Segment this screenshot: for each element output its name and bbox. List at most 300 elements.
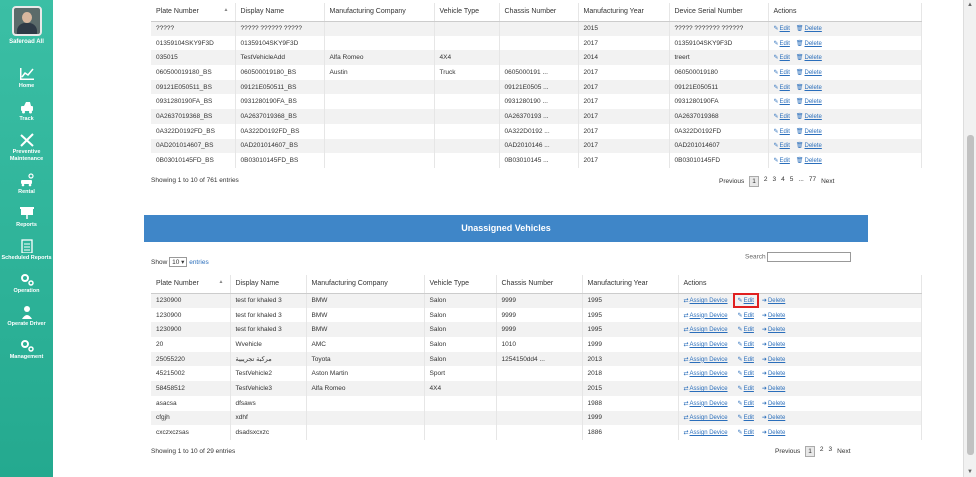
actions-cell	[768, 109, 922, 124]
table-cell: 1995	[582, 308, 678, 323]
delete-label: Delete	[767, 415, 786, 422]
unassigned-vehicles-table	[151, 275, 922, 440]
sidebar-item-preventive-maintenance[interactable]	[0, 133, 53, 163]
edit-icon: ✎	[773, 158, 779, 165]
assign-device-link[interactable]	[684, 371, 728, 377]
delete-link[interactable]	[762, 386, 785, 392]
table-row	[151, 425, 922, 440]
delete-label: Delete	[804, 143, 822, 150]
link-icon: ⇄	[683, 298, 689, 305]
edit-icon: ✎	[773, 128, 779, 135]
delete-link[interactable]	[796, 99, 822, 105]
table-cell	[496, 411, 582, 426]
table-cell	[324, 80, 434, 95]
page-length-value: 10	[172, 259, 180, 266]
table-cell: 2017	[578, 65, 669, 80]
edit-icon: ✎	[737, 312, 743, 319]
table-info: Showing 1 to 10 of 29 entries	[151, 448, 236, 455]
edit-icon: ✎	[737, 385, 743, 392]
table-cell: 01359104SKY9F3D	[151, 36, 235, 51]
table-cell: 060500019180_BS	[151, 65, 235, 80]
table-cell: Salon	[424, 337, 496, 352]
scroll-up-icon[interactable]: ▲	[967, 2, 973, 8]
table-cell: 1230900	[151, 293, 230, 308]
edit-link[interactable]	[736, 384, 756, 393]
sidebar-item-home[interactable]	[0, 67, 53, 90]
sidebar-item-management[interactable]	[0, 338, 53, 361]
edit-label: Edit	[743, 430, 754, 437]
table-cell: BMW	[306, 293, 424, 308]
pager-page[interactable]: 3	[772, 176, 777, 183]
edit-link[interactable]	[736, 311, 756, 320]
table-cell: TestVehicleAdd	[235, 50, 324, 65]
delete-link[interactable]	[796, 143, 822, 149]
delete-link[interactable]	[762, 401, 785, 407]
pager-page[interactable]: 3	[828, 446, 833, 453]
edit-label: Edit	[779, 40, 790, 47]
table-cell	[434, 94, 499, 109]
edit-label: Edit	[743, 298, 754, 305]
sort-asc-icon: ▲	[218, 279, 224, 285]
pager-page[interactable]: 5	[789, 176, 794, 183]
table-cell: 0A322D0192FD_BS	[235, 124, 324, 139]
col-chassis-number[interactable]: Chassis Number	[496, 275, 582, 293]
entries-label: entries	[189, 259, 209, 266]
table-row	[151, 366, 922, 381]
table-cell: 0B03010145FD_BS	[151, 153, 235, 168]
table-cell	[496, 381, 582, 396]
delete-link[interactable]	[796, 114, 822, 120]
table-row	[151, 352, 922, 367]
table-cell: 0B03010145FD	[669, 153, 768, 168]
table-cell: 9999	[496, 308, 582, 323]
table-cell: Salon	[424, 322, 496, 337]
edit-icon: ✎	[737, 415, 743, 422]
edit-icon: ✎	[773, 26, 779, 33]
edit-link[interactable]	[774, 26, 790, 32]
edit-icon: ✎	[773, 40, 779, 47]
pager-previous[interactable]: Previous	[775, 448, 801, 455]
delete-link[interactable]	[762, 430, 785, 436]
delete-label: Delete	[767, 356, 786, 363]
table-cell	[499, 50, 578, 65]
edit-link[interactable]	[736, 325, 756, 334]
edit-label: Edit	[743, 400, 754, 407]
table-cell: TestVehicle3	[230, 381, 306, 396]
table-cell: BMW	[306, 322, 424, 337]
delete-label: Delete	[804, 113, 822, 120]
table-cell: 0AD201014607_BS	[235, 139, 324, 154]
table-cell: dsadsxcxzc	[230, 425, 306, 440]
page-length-control	[151, 257, 209, 267]
pager-page[interactable]: 2	[763, 176, 768, 183]
delete-label: Delete	[804, 55, 822, 62]
delete-link[interactable]	[762, 415, 785, 421]
actions-cell	[768, 124, 922, 139]
pager-page[interactable]: 77	[808, 176, 817, 183]
actions-cell	[678, 308, 922, 323]
edit-link[interactable]	[736, 296, 756, 305]
table-row	[151, 50, 922, 65]
table-cell	[434, 36, 499, 51]
table-cell	[434, 80, 499, 95]
edit-label: Edit	[779, 113, 790, 120]
link-icon: ⇄	[683, 341, 689, 348]
table-cell: 0A2637019368	[669, 109, 768, 124]
page-length-select[interactable]	[169, 257, 187, 267]
pager-next[interactable]: Next	[837, 448, 851, 455]
trash-icon: 🗑	[795, 55, 804, 62]
edit-link[interactable]	[774, 143, 790, 149]
table-cell: TestVehicle2	[230, 366, 306, 381]
col-display-name[interactable]: Display Name	[230, 275, 306, 293]
table-cell	[434, 153, 499, 168]
pager-page[interactable]: 1	[805, 446, 815, 457]
table-cell: 1999	[582, 411, 678, 426]
pagination	[719, 176, 834, 187]
table-cell: 0AD201014607	[669, 139, 768, 154]
sidebar-item-label: Operation	[13, 288, 40, 294]
table-cell: Truck	[434, 65, 499, 80]
delete-link[interactable]	[796, 55, 822, 61]
table-cell: 1999	[582, 337, 678, 352]
table-cell	[424, 411, 496, 426]
table-row	[151, 94, 922, 109]
table-cell: 0931280190FA_BS	[235, 94, 324, 109]
delete-link[interactable]	[796, 26, 822, 32]
edit-link[interactable]	[736, 355, 756, 364]
table-cell: 1886	[582, 425, 678, 440]
trash-icon: 🗑	[795, 40, 804, 47]
col-vehicle-type[interactable]: Vehicle Type	[424, 275, 496, 293]
table-cell	[324, 94, 434, 109]
assign-label: Assign Device	[689, 415, 728, 422]
delete-label: Delete	[767, 327, 786, 334]
trash-icon: ➜	[761, 400, 767, 407]
avatar[interactable]	[12, 6, 42, 36]
link-icon: ⇄	[683, 400, 689, 407]
table-cell	[496, 425, 582, 440]
actions-cell	[678, 352, 922, 367]
table-row	[151, 411, 922, 426]
table-cell: test for khaled 3	[230, 293, 306, 308]
pager-page[interactable]: 4	[781, 176, 785, 183]
col-display-name[interactable]: Display Name	[235, 3, 324, 21]
assign-device-link[interactable]	[684, 342, 728, 348]
sidebar-item-rental[interactable]	[0, 173, 53, 196]
actions-cell	[768, 50, 922, 65]
assign-device-link[interactable]	[684, 415, 728, 421]
table-row	[151, 65, 922, 80]
table-cell	[424, 425, 496, 440]
trash-icon: ➜	[761, 385, 767, 392]
col-manufacturing-company[interactable]: Manufacturing Company	[306, 275, 424, 293]
pager-next[interactable]: Next	[821, 178, 835, 185]
edit-label: Edit	[743, 385, 754, 392]
clipboard-icon	[19, 239, 35, 253]
chart-icon	[19, 67, 35, 81]
assign-device-link[interactable]	[684, 357, 728, 363]
table-row	[151, 36, 922, 51]
table-cell: asacsa	[151, 396, 230, 411]
table-cell	[324, 124, 434, 139]
gears-icon	[19, 272, 35, 286]
sidebar-item-operation[interactable]	[0, 272, 53, 295]
table-cell: 035015	[151, 50, 235, 65]
table-row	[151, 381, 922, 396]
table-cell: 09121E050511_BS	[235, 80, 324, 95]
col-plate-number[interactable]: Plate Number ▲	[151, 275, 230, 293]
table-row	[151, 293, 922, 308]
table-cell: مركبة تجريبية	[230, 352, 306, 367]
sidebar-item-reports[interactable]	[0, 206, 53, 229]
actions-cell	[678, 425, 922, 440]
table-cell: 2017	[578, 109, 669, 124]
assign-label: Assign Device	[689, 385, 728, 392]
table-cell: 2017	[578, 124, 669, 139]
delete-link[interactable]	[796, 129, 822, 135]
table-row	[151, 396, 922, 411]
actions-cell	[768, 21, 922, 36]
sidebar-item-label: Track	[19, 116, 34, 122]
table-cell: 1988	[582, 396, 678, 411]
delete-link[interactable]	[796, 41, 822, 47]
trash-icon: 🗑	[795, 99, 804, 106]
assign-label: Assign Device	[689, 298, 728, 305]
edit-icon: ✎	[773, 113, 779, 120]
table-row	[151, 322, 922, 337]
edit-icon: ✎	[737, 430, 743, 437]
edit-link[interactable]	[736, 399, 756, 408]
actions-cell	[678, 381, 922, 396]
edit-link[interactable]	[774, 99, 790, 105]
edit-link[interactable]	[774, 129, 790, 135]
table-cell: treert	[669, 50, 768, 65]
unassigned-vehicles-header: Unassigned Vehicles	[144, 215, 868, 242]
delete-link[interactable]	[762, 298, 785, 304]
delete-link[interactable]	[796, 70, 822, 76]
col-device-serial-number[interactable]: Device Serial Number	[669, 3, 768, 21]
edit-icon: ✎	[737, 327, 743, 334]
edit-link[interactable]	[736, 340, 756, 349]
table-cell	[324, 139, 434, 154]
search-label: Search	[745, 253, 766, 261]
trash-icon: ➜	[761, 430, 767, 437]
link-icon: ⇄	[683, 385, 689, 392]
table-cell: 2017	[578, 80, 669, 95]
table-cell: Salon	[424, 308, 496, 323]
sidebar-item-scheduled-reports[interactable]	[0, 239, 53, 262]
table-cell: 2014	[578, 50, 669, 65]
vertical-scrollbar[interactable]	[963, 0, 976, 477]
table-cell	[324, 153, 434, 168]
edit-link[interactable]	[736, 413, 756, 422]
delete-link[interactable]	[762, 371, 785, 377]
table-cell	[496, 396, 582, 411]
actions-cell	[678, 337, 922, 352]
assign-device-link[interactable]	[684, 401, 728, 407]
edit-link[interactable]	[774, 158, 790, 164]
sidebar-item-label: Management	[9, 354, 44, 360]
edit-icon: ✎	[773, 69, 779, 76]
delete-label: Delete	[804, 26, 822, 33]
pager-previous[interactable]: Previous	[719, 178, 745, 185]
edit-label: Edit	[779, 99, 790, 106]
table-cell: test for khaled 3	[230, 308, 306, 323]
edit-link[interactable]	[736, 369, 756, 378]
table-cell: 9999	[496, 293, 582, 308]
table-cell: 4X4	[424, 381, 496, 396]
assign-label: Assign Device	[689, 312, 728, 319]
assign-device-link[interactable]	[684, 327, 728, 333]
table-cell: 2017	[578, 153, 669, 168]
sidebar-item-label: Operate Driver	[7, 321, 46, 327]
edit-icon: ✎	[737, 298, 743, 305]
edit-label: Edit	[743, 312, 754, 319]
edit-link[interactable]	[774, 70, 790, 76]
delete-link[interactable]	[762, 342, 785, 348]
assign-device-link[interactable]	[684, 430, 728, 436]
table-cell: ????? ?????? ?????	[235, 21, 324, 36]
edit-icon: ✎	[773, 55, 779, 62]
sidebar-item-label: Rental	[18, 189, 35, 195]
edit-link[interactable]	[774, 41, 790, 47]
edit-link[interactable]	[774, 114, 790, 120]
table-cell	[496, 366, 582, 381]
actions-cell	[768, 94, 922, 109]
trash-icon: ➜	[761, 327, 767, 334]
edit-icon: ✎	[773, 84, 779, 91]
col-manufacturing-year[interactable]: Manufacturing Year	[578, 3, 669, 21]
table-cell: 01359104SKY9F3D	[235, 36, 324, 51]
link-icon: ⇄	[683, 371, 689, 378]
track-icon	[19, 100, 35, 114]
delete-label: Delete	[804, 69, 822, 76]
assign-label: Assign Device	[689, 400, 728, 407]
table-cell: 09121E0505 ...	[499, 80, 578, 95]
table-cell	[499, 21, 578, 36]
edit-link[interactable]	[774, 55, 790, 61]
assign-device-link[interactable]	[684, 298, 728, 304]
table-cell: Salon	[424, 352, 496, 367]
table-cell: cxczxczsas	[151, 425, 230, 440]
delete-label: Delete	[767, 385, 786, 392]
actions-cell	[768, 139, 922, 154]
table-cell: 0A26370193 ...	[499, 109, 578, 124]
edit-icon: ✎	[773, 99, 779, 106]
edit-link[interactable]	[736, 428, 756, 437]
edit-label: Edit	[743, 356, 754, 363]
assign-device-link[interactable]	[684, 386, 728, 392]
col-manufacturing-year[interactable]: Manufacturing Year	[582, 275, 678, 293]
col-chassis-number[interactable]: Chassis Number	[499, 3, 578, 21]
sidebar-item-label: Scheduled Reports	[1, 255, 52, 261]
driver-icon	[19, 305, 35, 319]
chevron-down-icon: ▾	[181, 259, 185, 266]
edit-link[interactable]	[774, 85, 790, 91]
pagination	[775, 446, 851, 457]
show-label: Show	[151, 259, 168, 266]
table-cell: 0A322D0192 ...	[499, 124, 578, 139]
pager-page[interactable]: 1	[749, 176, 759, 187]
col-manufacturing-company[interactable]: Manufacturing Company	[324, 3, 434, 21]
sidebar-item-operate-driver[interactable]	[0, 305, 53, 328]
delete-label: Delete	[767, 400, 786, 407]
link-icon: ⇄	[683, 327, 689, 334]
table-cell: 0605000191 ...	[499, 65, 578, 80]
table-row	[151, 21, 922, 36]
edit-icon: ✎	[773, 143, 779, 150]
link-icon: ⇄	[683, 312, 689, 319]
table-info: Showing 1 to 10 of 761 entries	[151, 177, 239, 184]
delete-label: Delete	[767, 430, 786, 437]
trash-icon: 🗑	[795, 26, 804, 33]
delete-link[interactable]	[796, 85, 822, 91]
table-cell: 0A2637019368_BS	[235, 109, 324, 124]
table-cell: 1254150dd4 ...	[496, 352, 582, 367]
search-input[interactable]	[767, 252, 851, 262]
delete-link[interactable]	[796, 158, 822, 164]
trash-icon: ➜	[761, 371, 767, 378]
assign-label: Assign Device	[689, 327, 728, 334]
table-cell: 0A2637019368_BS	[151, 109, 235, 124]
trash-icon: ➜	[761, 298, 767, 305]
delete-link[interactable]	[762, 327, 785, 333]
table-row	[151, 337, 922, 352]
edit-label: Edit	[779, 26, 790, 33]
actions-cell	[678, 411, 922, 426]
table-cell: 0931280190FA	[669, 94, 768, 109]
delete-label: Delete	[804, 128, 822, 135]
pager-page[interactable]: 2	[819, 446, 824, 453]
trash-icon: ➜	[761, 341, 767, 348]
col-plate-number[interactable]: Plate Number ▲	[151, 3, 235, 21]
pager-page[interactable]: ...	[798, 176, 804, 183]
table-cell: 2015	[578, 21, 669, 36]
table-cell: BMW	[306, 308, 424, 323]
table-cell: 060500019180_BS	[235, 65, 324, 80]
actions-cell	[768, 65, 922, 80]
trash-icon: 🗑	[795, 69, 804, 76]
edit-label: Edit	[743, 371, 754, 378]
scrollbar-thumb[interactable]	[967, 135, 974, 455]
col-vehicle-type[interactable]: Vehicle Type	[434, 3, 499, 21]
table-cell: 45215002	[151, 366, 230, 381]
actions-cell	[678, 293, 922, 308]
table-cell: 2017	[578, 36, 669, 51]
table-cell: dfsaws	[230, 396, 306, 411]
delete-link[interactable]	[762, 357, 785, 363]
table-cell: Austin	[324, 65, 434, 80]
actions-cell	[678, 322, 922, 337]
table-cell: 1230900	[151, 308, 230, 323]
table-cell: 2015	[582, 381, 678, 396]
assign-label: Assign Device	[689, 356, 728, 363]
table-cell: 0B03010145FD_BS	[235, 153, 324, 168]
table-cell: cfgjh	[151, 411, 230, 426]
table-cell: 2018	[582, 366, 678, 381]
sidebar-item-track[interactable]	[0, 100, 53, 123]
table-cell: 09121E050511	[669, 80, 768, 95]
table-cell: AMC	[306, 337, 424, 352]
delete-label: Delete	[767, 371, 786, 378]
edit-icon: ✎	[737, 371, 743, 378]
assign-device-link[interactable]	[684, 313, 728, 319]
delete-label: Delete	[767, 312, 786, 319]
edit-label: Edit	[743, 327, 754, 334]
scroll-down-icon[interactable]: ▼	[967, 469, 973, 475]
delete-link[interactable]	[762, 313, 785, 319]
